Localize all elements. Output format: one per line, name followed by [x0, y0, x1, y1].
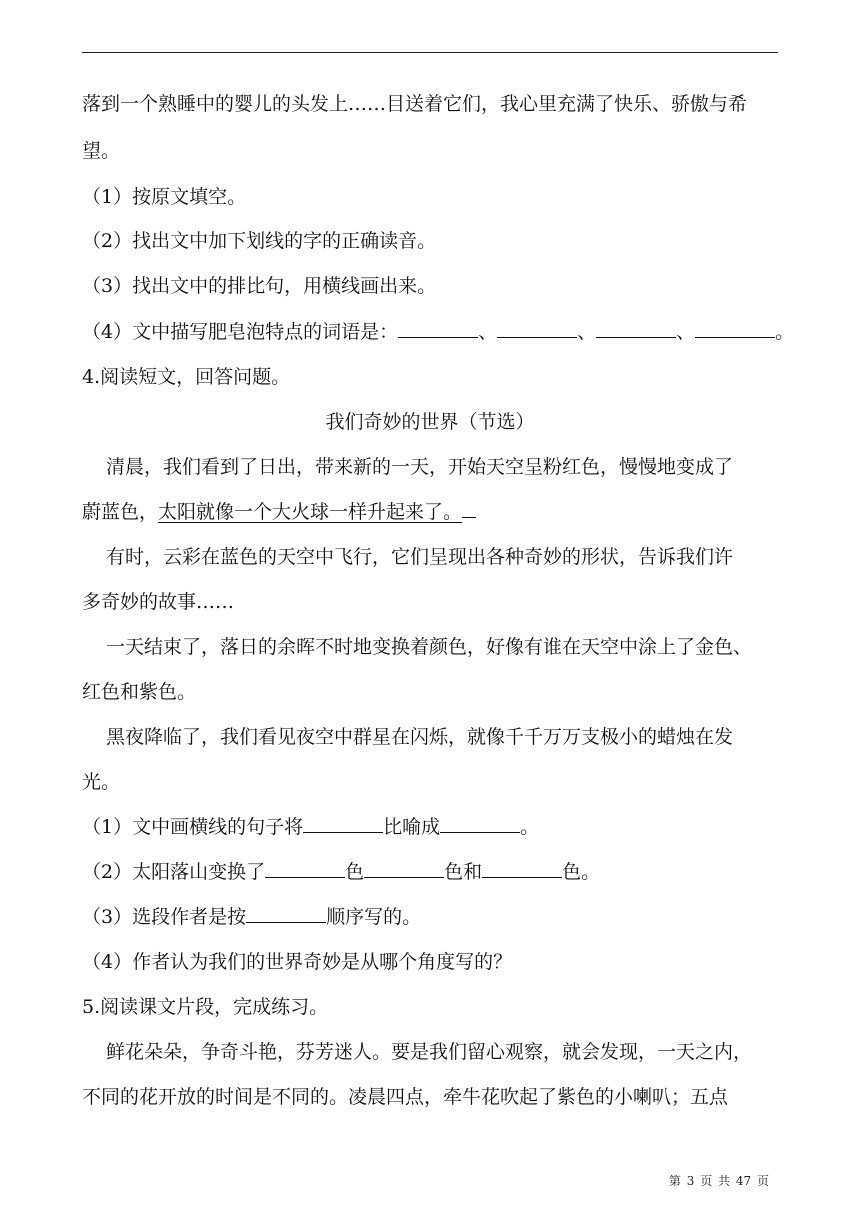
answer-blank[interactable] — [265, 861, 345, 878]
period: 。 — [520, 816, 540, 838]
passage-title: 我们奇妙的世界（节选） — [325, 411, 535, 433]
total-page-count: 47 — [735, 1174, 752, 1188]
passage-paragraph-2-cont: 多奇妙的故事…… — [82, 591, 235, 613]
question-3-1: （1）按原文填空。 — [82, 186, 247, 208]
current-page-number: 3 — [686, 1174, 695, 1188]
separator: 、 — [478, 321, 498, 343]
passage-paragraph-1: 清晨，我们看到了日出，带来新的一天，开始天空呈粉红色，慢慢地变成了 — [106, 456, 734, 478]
footer-text: 页 — [756, 1174, 769, 1188]
question-5-heading: 5.阅读课文片段，完成练习。 — [82, 996, 329, 1018]
question-4-2 — [82, 860, 782, 884]
answer-blank[interactable] — [246, 906, 326, 923]
text-span: 蔚蓝色， — [82, 501, 159, 523]
answer-blank[interactable] — [482, 861, 562, 878]
question-4-4: （4）作者认为我们的世界奇妙是从哪个角度写的？ — [82, 951, 513, 973]
text-line: 落到一个熟睡中的婴儿的头发上……目送着它们，我心里充满了快乐、骄傲与希 — [82, 93, 748, 115]
answer-blank[interactable] — [497, 321, 577, 338]
passage-paragraph-4-cont: 光。 — [82, 771, 121, 793]
underline-tail — [462, 501, 476, 518]
question-text: 色和 — [444, 861, 483, 883]
separator: 、 — [577, 321, 597, 343]
question-text: （2）太阳落山变换了 — [82, 861, 266, 883]
passage-paragraph-3: 一天结束了，落日的余晖不时地变换着颜色，好像有谁在天空中涂上了金色、 — [106, 636, 753, 658]
answer-blank[interactable] — [596, 321, 676, 338]
text-line: 望。 — [82, 140, 121, 162]
question-3-4 — [82, 320, 795, 344]
answer-blank[interactable] — [695, 321, 775, 338]
question-4-1 — [82, 815, 782, 839]
underlined-sentence: 太阳就像一个大火球一样升起来了。 — [158, 501, 463, 523]
answer-blank[interactable] — [303, 816, 383, 833]
answer-blank[interactable] — [440, 816, 520, 833]
footer-text: 第 — [668, 1174, 681, 1188]
passage-5-line-2: 不同的花开放的时间是不同的。凌晨四点，牵牛花吹起了紫色的小喇叭；五点 — [82, 1086, 729, 1108]
question-text: 色 — [345, 861, 365, 883]
separator: 、 — [676, 321, 696, 343]
question-3-4-label: （4）文中描写肥皂泡特点的词语是： — [82, 321, 399, 343]
passage-5-line-1: 鲜花朵朵，争奇斗艳，芬芳迷人。要是我们留心观察，就会发现，一天之内， — [106, 1041, 753, 1063]
header-rule — [82, 52, 778, 53]
question-text: （3）选段作者是按 — [82, 906, 247, 928]
question-3-2: （2）找出文中加下划线的字的正确读音。 — [82, 230, 437, 252]
question-text: 比喻成 — [383, 816, 441, 838]
question-3-3: （3）找出文中的排比句，用横线画出来。 — [82, 275, 437, 297]
footer-text: 页 — [700, 1174, 713, 1188]
answer-blank[interactable] — [364, 861, 444, 878]
page-footer — [0, 1172, 770, 1189]
question-4-heading: 4.阅读短文，回答问题。 — [82, 366, 291, 388]
passage-paragraph-1-cont — [82, 500, 782, 524]
passage-paragraph-4: 黑夜降临了，我们看见夜空中群星在闪烁，就像千千万万支极小的蜡烛在发 — [106, 726, 734, 748]
footer-text: 共 — [718, 1174, 731, 1188]
question-4-3 — [82, 905, 782, 929]
answer-blank[interactable] — [398, 321, 478, 338]
period: 。 — [775, 321, 795, 343]
question-text: 顺序写的。 — [326, 906, 422, 928]
question-text: （1）文中画横线的句子将 — [82, 816, 304, 838]
passage-paragraph-2: 有时，云彩在蓝色的天空中飞行，它们呈现出各种奇妙的形状，告诉我们许 — [106, 546, 734, 568]
question-text: 色。 — [562, 861, 601, 883]
passage-paragraph-3-cont: 红色和紫色。 — [82, 681, 197, 703]
